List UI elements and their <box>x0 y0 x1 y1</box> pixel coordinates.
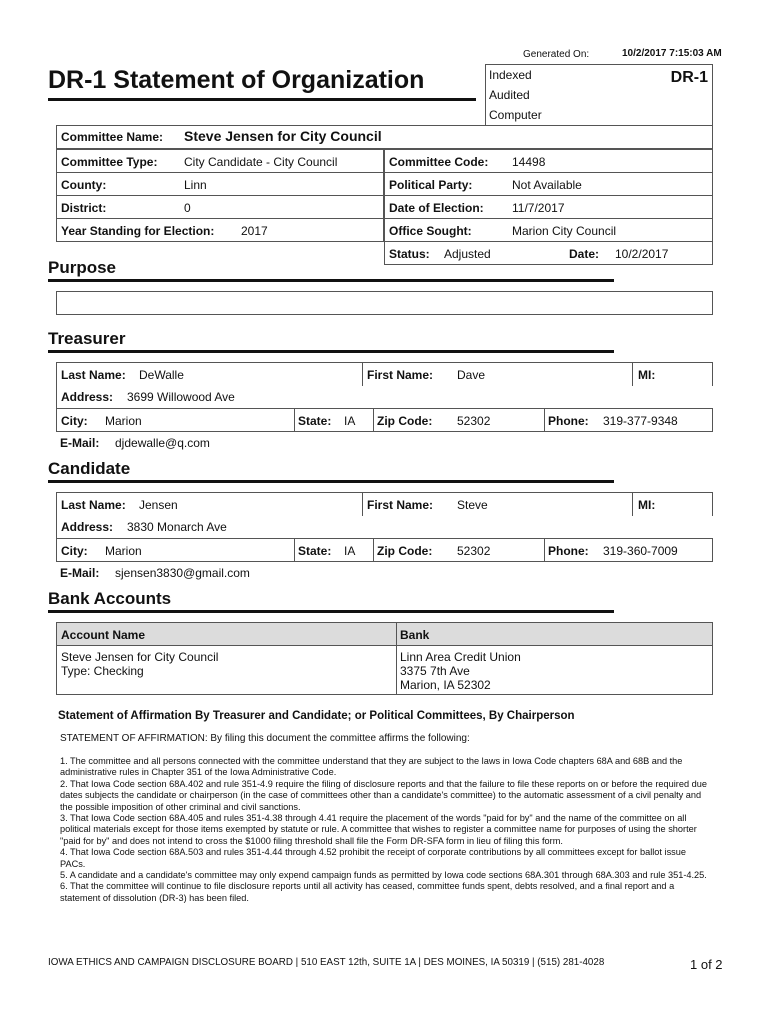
status-value: Adjusted <box>444 247 491 261</box>
bank-name: Linn Area Credit Union <box>400 650 521 664</box>
form-code: DR-1 <box>670 69 708 86</box>
affirmation-item: 6. That the committee will continue to file disclosure reports until all activity has ceased, committee funds spent, debts resolved, and a final report and a statement of dissolution (DR-3) has been filed. <box>60 881 675 903</box>
committee-type: City Candidate - City Council <box>184 155 338 169</box>
treasurer-name-row <box>56 362 713 386</box>
election-date: 11/7/2017 <box>512 201 565 215</box>
election-date-row <box>384 195 713 219</box>
treasurer-heading: Treasurer <box>48 329 126 348</box>
party: Not Available <box>512 178 582 192</box>
affirmation-item: 5. A candidate and a candidate's committee may only expend campaign funds as permitted by Iowa code sections 68A.301 through 68A.303 and rule 351-4.25. <box>60 870 707 881</box>
bank-account-type: Type: Checking <box>61 664 144 678</box>
committee-name-row <box>56 125 713 149</box>
candidate-phone-label: Phone: <box>548 544 589 558</box>
district: 0 <box>184 201 191 215</box>
candidate-mi-label: MI: <box>638 498 656 512</box>
candidate-city-row <box>56 538 713 562</box>
affirmation-heading: Statement of Affirmation By Treasurer and Candidate; or Political Committees, By Chairperson <box>58 710 575 722</box>
treasurer-email-row <box>56 432 713 454</box>
bank-underline <box>48 610 614 613</box>
candidate-first: Steve <box>457 498 488 512</box>
candidate-city: Marion <box>105 544 142 558</box>
treasurer-address-row <box>56 386 713 408</box>
bank-street: 3375 7th Ave <box>400 664 470 678</box>
bank-account-cell <box>61 650 218 678</box>
treasurer-city-label: City: <box>61 414 88 428</box>
committee-type-row <box>56 149 384 173</box>
candidate-email: sjensen3830@gmail.com <box>115 566 250 580</box>
candidate-address-row <box>56 516 713 538</box>
status-label: Status: <box>389 247 430 261</box>
affirmation-item: 2. That Iowa Code section 68A.402 and rule 351-4.9 require the filing of disclosure reports and that the failure to file these reports on or before the required due dates subjects the candidate or chairperson (in the case of committees other than a candidate's committee) to the automatic assessment of a civil penalty and the possible imposition of other criminal and civil sanctions. <box>60 778 707 812</box>
candidate-first-label: First Name: <box>367 498 434 512</box>
treasurer-zip-label: Zip Code: <box>377 414 433 428</box>
page-title: DR-1 Statement of Organization <box>48 66 425 94</box>
committee-name-label: Committee Name: <box>61 130 164 144</box>
year-label: Year Standing for Election: <box>61 224 215 238</box>
status-row <box>384 241 713 265</box>
election-date-label: Date of Election: <box>389 201 484 215</box>
bank-account-name: Steve Jensen for City Council <box>61 650 219 664</box>
treasurer-phone-label: Phone: <box>548 414 589 428</box>
status-indexed: Indexed <box>489 68 532 82</box>
committee-name: Steve Jensen for City Council <box>184 128 382 144</box>
candidate-state: IA <box>344 544 356 558</box>
date-label: Date: <box>569 247 600 261</box>
district-label: District: <box>61 201 107 215</box>
status-audited: Audited <box>489 88 530 102</box>
year-row <box>56 218 384 242</box>
candidate-heading: Candidate <box>48 459 131 478</box>
purpose-field <box>56 291 713 315</box>
treasurer-city-row <box>56 408 713 432</box>
page-number: 1 of 2 <box>690 957 723 972</box>
office-label: Office Sought: <box>389 224 472 238</box>
office: Marion City Council <box>512 224 617 238</box>
candidate-address-label: Address: <box>61 520 114 534</box>
title-underline <box>48 98 476 101</box>
district-row <box>56 195 384 219</box>
date-value: 10/2/2017 <box>615 247 669 261</box>
year: 2017 <box>241 224 268 238</box>
committee-code: 14498 <box>512 155 546 169</box>
treasurer-last: DeWalle <box>139 368 184 382</box>
county-label: County: <box>61 178 107 192</box>
bank-heading: Bank Accounts <box>48 589 172 608</box>
treasurer-zip: 52302 <box>457 414 491 428</box>
purpose-underline <box>48 279 614 282</box>
treasurer-mi-label: MI: <box>638 368 656 382</box>
treasurer-underline <box>48 350 614 353</box>
county-row <box>56 172 384 196</box>
treasurer-address: 3699 Willowood Ave <box>127 390 235 404</box>
status-computer: Computer <box>489 108 542 122</box>
affirmation-list <box>60 756 712 904</box>
treasurer-state-label: State: <box>298 414 332 428</box>
treasurer-phone: 319-377-9348 <box>603 414 678 428</box>
candidate-zip-label: Zip Code: <box>377 544 433 558</box>
bank-col-bank: Bank <box>400 628 430 642</box>
candidate-email-label: E-Mail: <box>60 566 100 580</box>
treasurer-first-label: First Name: <box>367 368 434 382</box>
treasurer-address-label: Address: <box>61 390 114 404</box>
treasurer-email: djdewalle@q.com <box>115 436 210 450</box>
generated-on-label: Generated On: <box>523 49 590 60</box>
treasurer-state: IA <box>344 414 356 428</box>
candidate-last-label: Last Name: <box>61 498 126 512</box>
candidate-phone: 319-360-7009 <box>603 544 678 558</box>
committee-code-row <box>384 149 713 173</box>
affirmation-item: 3. That Iowa Code section 68A.405 and rules 351-4.38 through 4.41 require the placement of the words "paid for by" and the name of the committee on all political materials except for those items exempted by statute or rule. A committee that wishes to register a committee name for purposes of using the shorter "paid for by" and does not intend to cross the $1000 filing threshold shall file the Form DR-SFA form in lieu of filing this form. <box>60 813 697 846</box>
bank-cell <box>400 650 521 692</box>
status-box <box>485 64 713 126</box>
candidate-address: 3830 Monarch Ave <box>127 520 227 534</box>
candidate-city-label: City: <box>61 544 88 558</box>
bank-table-header <box>56 622 713 646</box>
treasurer-last-label: Last Name: <box>61 368 126 382</box>
candidate-zip: 52302 <box>457 544 491 558</box>
committee-code-label: Committee Code: <box>389 155 489 169</box>
treasurer-city: Marion <box>105 414 142 428</box>
candidate-last: Jensen <box>139 498 178 512</box>
treasurer-email-label: E-Mail: <box>60 436 100 450</box>
party-label: Political Party: <box>389 178 473 192</box>
treasurer-first: Dave <box>457 368 486 382</box>
footer-board: IOWA ETHICS AND CAMPAIGN DISCLOSURE BOARD | 510 EAST 12th, SUITE 1A | DES MOINES, IA 50319 | (515) 281-4028 <box>48 957 605 968</box>
bank-city: Marion, IA 52302 <box>400 678 491 692</box>
candidate-underline <box>48 480 614 483</box>
candidate-email-row <box>56 562 713 584</box>
generated-on-value: 10/2/2017 7:15:03 AM <box>622 48 722 59</box>
candidate-state-label: State: <box>298 544 332 558</box>
office-row <box>384 218 713 242</box>
affirmation-item: 1. The committee and all persons connected with the committee understand that they are subject to the laws in Iowa Code chapters 68A and 68B and the administrative rules in Chapter 351 of the Iowa Administrative Code. <box>60 756 683 778</box>
bank-col-account: Account Name <box>61 628 146 642</box>
affirmation-intro: STATEMENT OF AFFIRMATION: By filing this document the committee affirms the following: <box>60 733 470 744</box>
bank-table-row <box>56 645 713 695</box>
affirmation-item: 4. That Iowa Code section 68A.503 and rules 351-4.44 through 4.52 prohibit the receipt of corporate contributions by all committees except for ballot issue PACs. <box>60 847 686 869</box>
purpose-heading: Purpose <box>48 258 117 277</box>
county: Linn <box>184 178 207 192</box>
candidate-name-row <box>56 492 713 516</box>
committee-type-label: Committee Type: <box>61 155 158 169</box>
party-row <box>384 172 713 196</box>
